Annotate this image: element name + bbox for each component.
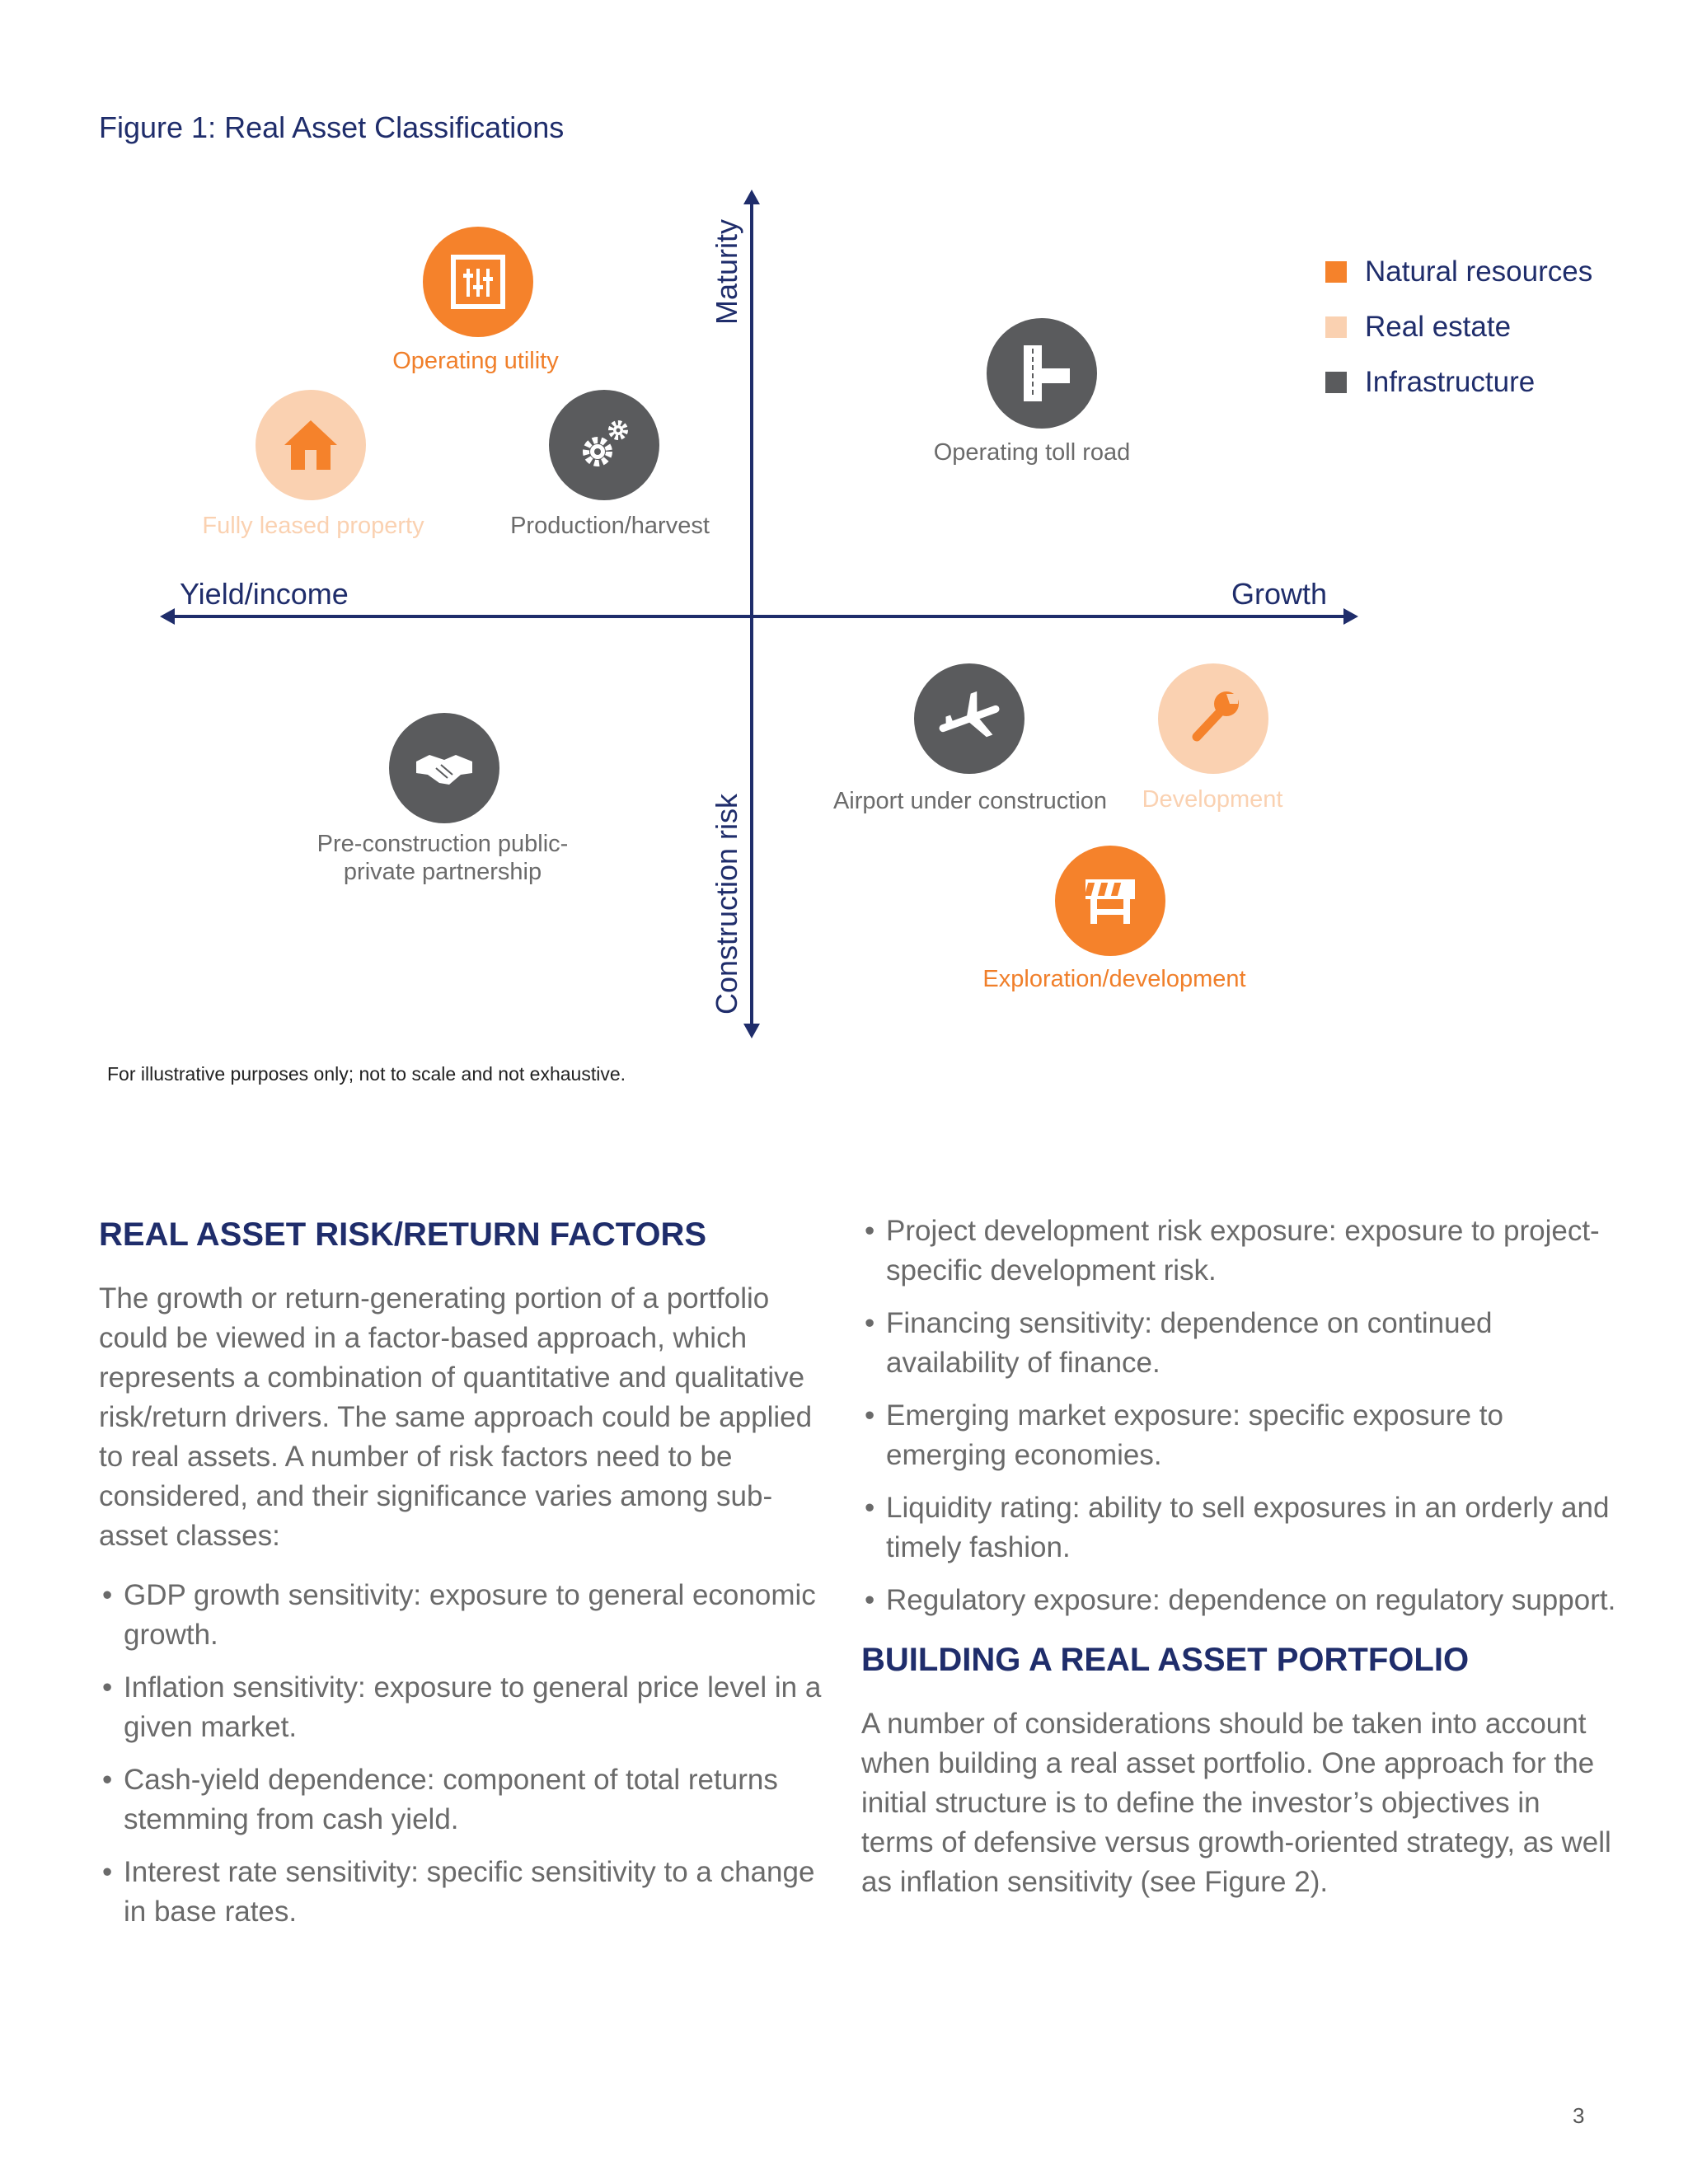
list-item: • Financing sensitivity: dependence on continued availability of finance. (861, 1304, 1620, 1383)
production-harvest-label: Production/harvest (510, 513, 710, 539)
legend-label-infrastructure: Infrastructure (1365, 365, 1536, 398)
figure-footnote: For illustrative purposes only; not to scale and not exhaustive. (107, 1063, 626, 1085)
ppp-icon-circle (389, 713, 499, 823)
figure-title: Figure 1: Real Asset Classifications (99, 110, 565, 144)
airport-icon-circle (914, 663, 1025, 774)
list-item: • Interest rate sensitivity: specific sensitivity to a change in base rates. (99, 1853, 824, 1932)
risk-return-paragraph: The growth or return-generating portion of a portfolio could be viewed in a factor-based approach, which represents a combination of quantitative and qualitative risk/return drivers. The same approach could be applied to real assets. A number of risk factors need to be considered, and their significance varies among sub-asset classes: (99, 1282, 813, 1552)
risk-factor-list-continued (861, 1212, 1620, 1620)
risk-return-heading: REAL ASSET RISK/RETURN FACTORS (99, 1216, 707, 1253)
wrench-icon (1180, 686, 1246, 752)
development-label: Development (1142, 786, 1283, 813)
legend-item-natural-resources (1325, 244, 1592, 299)
page-number: 3 (1573, 2103, 1585, 2128)
utility-panel-icon (445, 249, 511, 315)
list-item: • Cash-yield dependence: component of total returns stemming from cash yield. (99, 1760, 824, 1840)
axis-label-yield-income: Yield/income (180, 577, 349, 611)
list-item: • Regulatory exposure: dependence on regulatory support. (861, 1581, 1620, 1620)
exploration-label: Exploration/development (982, 966, 1246, 992)
axis-label-construction-risk: Construction risk (710, 793, 743, 1015)
list-item: • GDP growth sensitivity: exposure to general economic growth. (99, 1576, 824, 1655)
list-item: • Liquidity rating: ability to sell exposures in an orderly and timely fashion. (861, 1488, 1620, 1568)
legend-swatch-infrastructure (1325, 372, 1347, 393)
list-item: • Inflation sensitivity: exposure to general price level in a given market. (99, 1668, 824, 1747)
legend-swatch-real-estate (1325, 316, 1347, 338)
ppp-label-line1: Pre-construction public- (316, 831, 569, 857)
development-icon-circle (1158, 663, 1268, 774)
fully-leased-property-label: Fully leased property (202, 513, 424, 539)
handshake-icon (411, 735, 477, 801)
portfolio-paragraph: A number of considerations should be taken into account when building a real asset portfolio. One approach for the initial structure is to define the investor’s objectives in terms of defensive versus growth-oriented strategy, as well as inflation sensitivity (see Figure 2). (861, 1708, 1611, 1898)
list-item: • Emerging market exposure: specific exposure to emerging economies. (861, 1396, 1620, 1475)
legend-swatch-natural-resources (1325, 261, 1347, 283)
road-icon (1009, 340, 1075, 406)
house-icon (278, 412, 344, 478)
operating-toll-road-icon-circle (987, 318, 1097, 429)
operating-utility-icon-circle (423, 227, 533, 337)
right-column (861, 1212, 1620, 1922)
axis-label-growth: Growth (1231, 577, 1328, 611)
ppp-label-line2: private partnership (343, 859, 542, 885)
axis-label-maturity: Maturity (710, 218, 743, 326)
production-harvest-icon-circle (549, 390, 659, 500)
legend (1325, 244, 1592, 410)
airport-label: Airport under construction (832, 788, 1108, 814)
list-item: • Project development risk exposure: exposure to project-specific development risk. (861, 1212, 1620, 1291)
legend-label-natural-resources: Natural resources (1365, 255, 1593, 288)
left-column (99, 1212, 824, 1945)
airplane-icon (936, 686, 1002, 752)
portfolio-heading: BUILDING A REAL ASSET PORTFOLIO (861, 1642, 1470, 1678)
legend-label-real-estate: Real estate (1365, 310, 1512, 343)
barrier-icon (1077, 868, 1143, 934)
operating-utility-label: Operating utility (392, 348, 559, 374)
operating-toll-road-label: Operating toll road (933, 439, 1131, 466)
fully-leased-property-icon-circle (256, 390, 366, 500)
exploration-icon-circle (1055, 846, 1165, 956)
legend-item-real-estate (1325, 299, 1592, 354)
legend-item-infrastructure (1325, 354, 1592, 410)
gears-icon (571, 412, 637, 478)
risk-factor-list (99, 1576, 824, 1932)
